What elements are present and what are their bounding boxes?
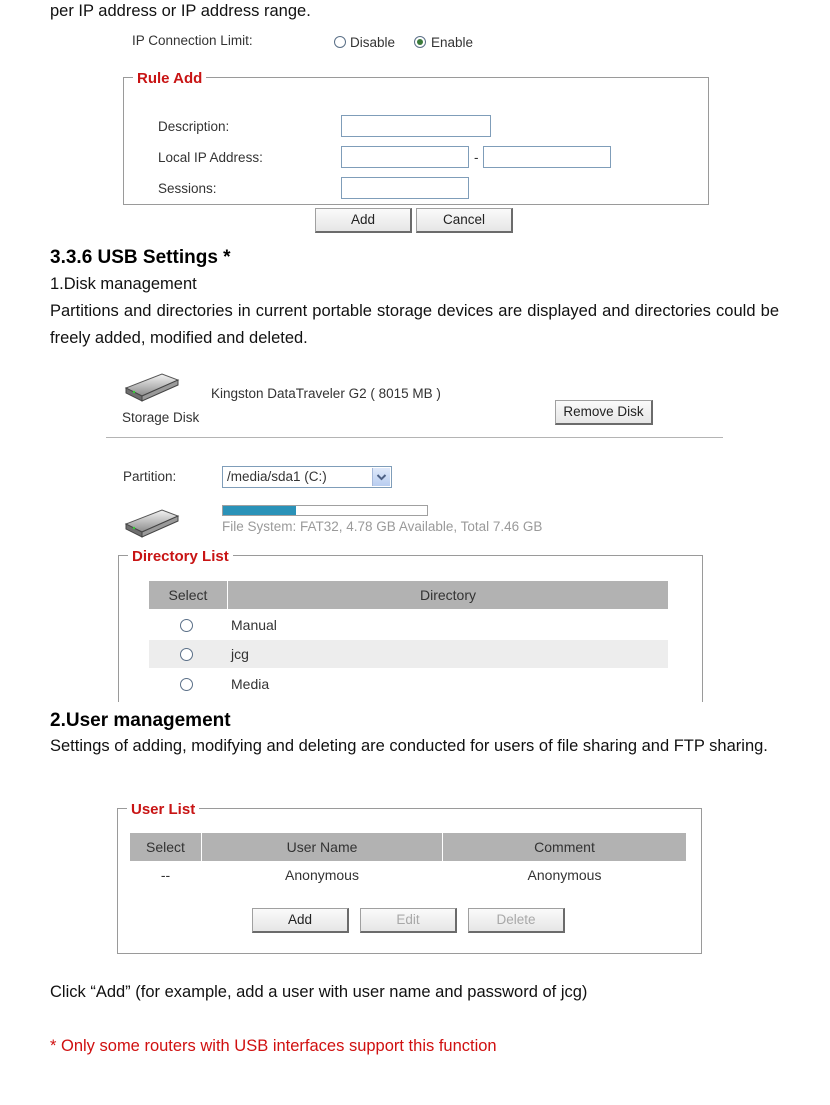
- partition-label: Partition:: [123, 469, 177, 484]
- ip-connection-limit-label: IP Connection Limit:: [132, 33, 253, 48]
- directory-name: Media: [231, 676, 270, 692]
- divider: [106, 437, 723, 438]
- file-system-info: File System: FAT32, 4.78 GB Available, Total 7.46 GB: [222, 519, 543, 534]
- local-ip-label: Local IP Address:: [158, 150, 263, 165]
- table-row[interactable]: [130, 863, 686, 889]
- disk-management-paragraph: Partitions and directories in current portable storage devices are displayed and directories could be freely added, modified and deleted.: [50, 302, 779, 347]
- click-add-text: Click “Add” (for example, add a user with user name and password of jcg): [50, 983, 588, 1001]
- directory-select-radio[interactable]: [180, 619, 193, 632]
- enable-label: Enable: [431, 35, 474, 50]
- directory-row[interactable]: [149, 670, 668, 698]
- edit-user-button[interactable]: Edit: [360, 908, 457, 933]
- directory-column-header: Directory: [419, 587, 476, 603]
- sessions-label: Sessions:: [158, 181, 217, 196]
- usb-footnote: * Only some routers with USB interfaces support this function: [50, 1037, 497, 1055]
- add-rule-button[interactable]: Add: [315, 208, 412, 233]
- add-user-button[interactable]: Add: [252, 908, 349, 933]
- user-list-legend: User List: [127, 801, 199, 818]
- row-comment: Anonymous: [527, 867, 602, 883]
- remove-disk-button[interactable]: Remove Disk: [555, 400, 653, 425]
- user-table-header: [130, 833, 686, 861]
- enable-radio[interactable]: [414, 36, 426, 48]
- delete-user-button[interactable]: Delete: [468, 908, 565, 933]
- cancel-button[interactable]: Cancel: [416, 208, 513, 233]
- directory-select-radio[interactable]: [180, 648, 193, 661]
- disable-radio[interactable]: [334, 36, 346, 48]
- directory-name: jcg: [231, 646, 249, 662]
- description-label: Description:: [158, 119, 230, 134]
- directory-row[interactable]: [149, 611, 668, 639]
- disk-usage-bar: [222, 505, 428, 516]
- disk-management-subheading: 1.Disk management: [50, 275, 197, 293]
- ip-start-input[interactable]: [341, 146, 469, 168]
- sessions-input[interactable]: [341, 177, 469, 199]
- user-name-column-header: User Name: [286, 839, 358, 855]
- storage-disk-label: Storage Disk: [122, 410, 200, 425]
- ip-range-dash: -: [474, 150, 479, 165]
- partition-select-value: /media/sda1 (C:): [227, 469, 327, 484]
- intro-text: per IP address or IP address range.: [50, 2, 311, 20]
- user-management-paragraph: Settings of adding, modifying and deleting are conducted for users of file sharing and FTP sharing.: [50, 737, 768, 755]
- select-column-header: Select: [168, 587, 208, 603]
- ip-end-input[interactable]: [483, 146, 611, 168]
- chevron-down-icon: [372, 468, 390, 486]
- row-select: --: [160, 867, 171, 883]
- partition-disk-icon: [122, 504, 180, 538]
- rule-add-legend: Rule Add: [133, 70, 206, 87]
- directory-name: Manual: [231, 617, 277, 633]
- directory-table-header: [149, 581, 668, 609]
- select-column-header: Select: [146, 839, 185, 855]
- storage-disk-icon: [122, 368, 180, 402]
- directory-list-legend: Directory List: [128, 548, 233, 565]
- row-user-name: Anonymous: [285, 867, 359, 883]
- partition-select[interactable]: [222, 466, 392, 488]
- disk-usage-fill: [223, 506, 296, 515]
- directory-select-radio[interactable]: [180, 678, 193, 691]
- directory-row[interactable]: [149, 640, 668, 668]
- user-management-heading: 2.User management: [50, 710, 231, 731]
- description-input[interactable]: [341, 115, 491, 137]
- comment-column-header: Comment: [534, 839, 595, 855]
- usb-settings-heading: 3.3.6 USB Settings *: [50, 247, 231, 268]
- device-name: Kingston DataTraveler G2 ( 8015 MB ): [211, 386, 441, 401]
- disable-label: Disable: [350, 35, 396, 50]
